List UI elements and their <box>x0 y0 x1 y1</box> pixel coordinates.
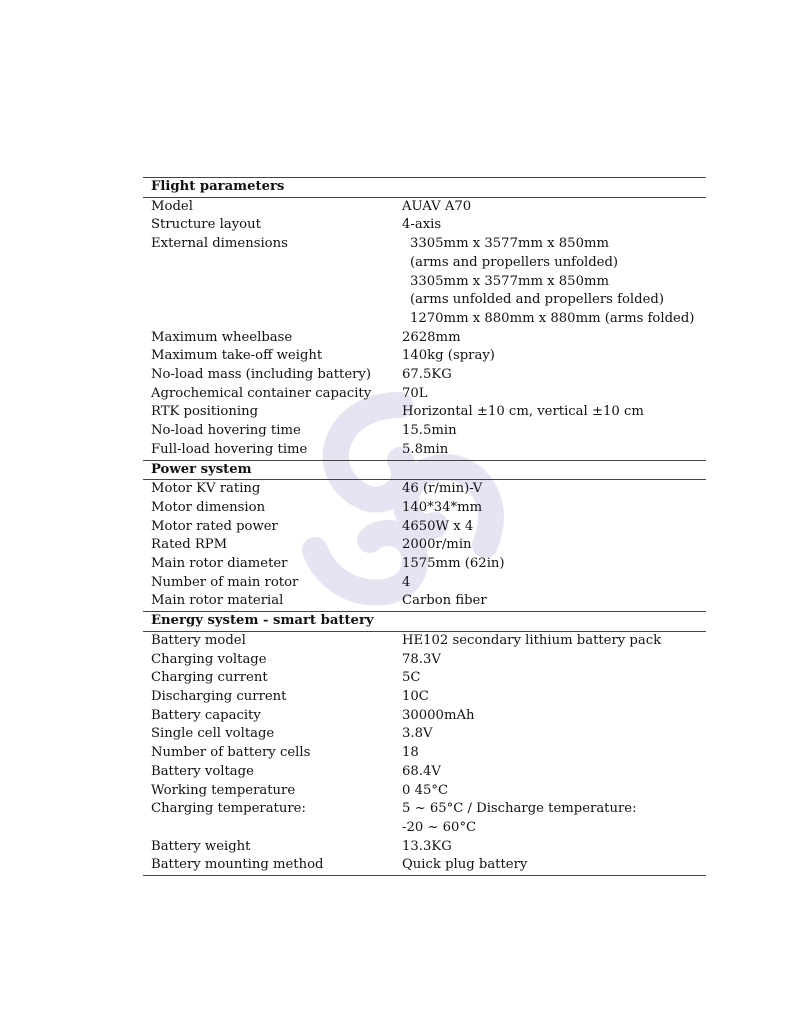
spec-label: Charging temperature: <box>151 801 306 817</box>
spec-label: Maximum take-off weight <box>151 348 323 364</box>
spec-label: Model <box>151 198 193 214</box>
spec-value <box>394 235 706 329</box>
spec-value: 3.8V <box>402 726 433 742</box>
spec-label: Main rotor diameter <box>151 556 288 572</box>
spec-row <box>143 763 706 782</box>
spec-value: Quick plug battery <box>394 856 706 875</box>
spec-label: Charging voltage <box>151 651 267 667</box>
spec-label: Number of battery cells <box>151 745 311 761</box>
spec-row <box>143 499 706 518</box>
spec-row <box>143 441 706 460</box>
spec-row <box>143 592 706 611</box>
spec-value: 140kg (spray) <box>402 348 495 364</box>
spec-value: 0 45°C <box>402 782 449 798</box>
spec-label: Motor dimension <box>151 499 266 515</box>
spec-label: Maximum wheelbase <box>151 329 293 345</box>
spec-row <box>143 574 706 593</box>
spec-label: Battery mounting method <box>143 856 394 875</box>
section-title: Power system <box>143 460 706 480</box>
spec-row <box>143 235 706 329</box>
spec-row <box>143 725 706 744</box>
spec-label: Rated RPM <box>151 537 228 553</box>
spec-label: Single cell voltage <box>151 726 275 742</box>
section-title: Flight parameters <box>143 178 706 198</box>
spec-label: Working temperature <box>151 782 296 798</box>
spec-value: 5C <box>402 670 421 686</box>
spec-value: 30000mAh <box>402 707 475 723</box>
spec-value: 13.3KG <box>402 838 452 854</box>
section-header-flight <box>143 178 706 198</box>
specifications-table <box>143 177 706 876</box>
spec-value: Horizontal ±10 cm, vertical ±10 cm <box>402 404 644 420</box>
spec-value: 18 <box>402 745 419 761</box>
spec-value-line: (arms and propellers unfolded) <box>410 254 619 270</box>
spec-row <box>143 744 706 763</box>
spec-row <box>143 631 706 650</box>
spec-value: 46 (r/min)-V <box>402 481 483 497</box>
spec-label: Battery model <box>151 632 246 648</box>
spec-value-line: (arms unfolded and propellers folded) <box>410 292 664 308</box>
spec-label: Main rotor material <box>151 593 284 609</box>
spec-value-line: 3305mm x 3577mm x 850mm <box>410 236 609 252</box>
spec-row <box>143 518 706 537</box>
spec-label: Agrochemical container capacity <box>151 385 372 401</box>
spec-row <box>143 329 706 348</box>
spec-label: External dimensions <box>151 236 288 252</box>
spec-value: 10C <box>402 688 429 704</box>
spec-row <box>143 688 706 707</box>
spec-label: Battery weight <box>151 838 251 854</box>
section-header-energy <box>143 612 706 632</box>
spec-value: 2628mm <box>402 329 461 345</box>
spec-value-line: -20 ~ 60°C <box>402 819 477 835</box>
spec-row <box>143 838 706 857</box>
spec-label: Battery voltage <box>151 763 254 779</box>
section-title: Energy system - smart battery <box>143 612 706 632</box>
spec-value-line: 5 ~ 65°C / Discharge temperature: <box>402 801 637 817</box>
spec-value: 2000r/min <box>402 537 472 553</box>
spec-row <box>143 347 706 366</box>
spec-row <box>143 800 706 837</box>
spec-row <box>143 422 706 441</box>
spec-row <box>143 651 706 670</box>
section-header-power <box>143 460 706 480</box>
spec-value: 78.3V <box>402 651 441 667</box>
spec-row <box>143 555 706 574</box>
spec-label: No-load hovering time <box>151 423 301 439</box>
spec-label: Structure layout <box>151 217 261 233</box>
spec-value: 67.5KG <box>402 367 452 383</box>
spec-label: Number of main rotor <box>151 574 299 590</box>
spec-row <box>143 707 706 726</box>
spec-label: RTK positioning <box>151 404 259 420</box>
spec-row <box>143 856 706 875</box>
spec-row <box>143 403 706 422</box>
spec-row <box>143 216 706 235</box>
spec-row <box>143 536 706 555</box>
spec-value: 4-axis <box>402 217 442 233</box>
spec-value: 1575mm (62in) <box>402 556 505 572</box>
spec-label: Motor KV rating <box>151 481 261 497</box>
spec-label: Motor rated power <box>151 518 278 534</box>
spec-value: Carbon fiber <box>402 593 487 609</box>
spec-value: HE102 secondary lithium battery pack <box>402 632 662 648</box>
spec-value-line: 1270mm x 880mm x 880mm (arms folded) <box>410 310 695 326</box>
spec-label: Discharging current <box>151 688 287 704</box>
spec-row <box>143 385 706 404</box>
spec-row <box>143 197 706 216</box>
spec-value: 68.4V <box>402 763 441 779</box>
spec-value: 70L <box>402 385 428 401</box>
spec-value: AUAV A70 <box>402 198 472 214</box>
spec-label: No-load mass (including battery) <box>151 367 372 383</box>
spec-value <box>394 800 706 837</box>
spec-value: 4 <box>402 574 411 590</box>
spec-row <box>143 669 706 688</box>
spec-value: 15.5min <box>402 423 457 439</box>
spec-label: Full-load hovering time <box>151 441 308 457</box>
spec-label: Battery capacity <box>151 707 261 723</box>
spec-value: 140*34*mm <box>402 499 483 515</box>
spec-label: Charging current <box>151 670 268 686</box>
spec-value-line: 3305mm x 3577mm x 850mm <box>410 273 609 289</box>
spec-value: 4650W x 4 <box>402 518 474 534</box>
spec-row <box>143 480 706 499</box>
spec-row <box>143 782 706 801</box>
spec-row <box>143 366 706 385</box>
spec-value: 5.8min <box>402 441 449 457</box>
